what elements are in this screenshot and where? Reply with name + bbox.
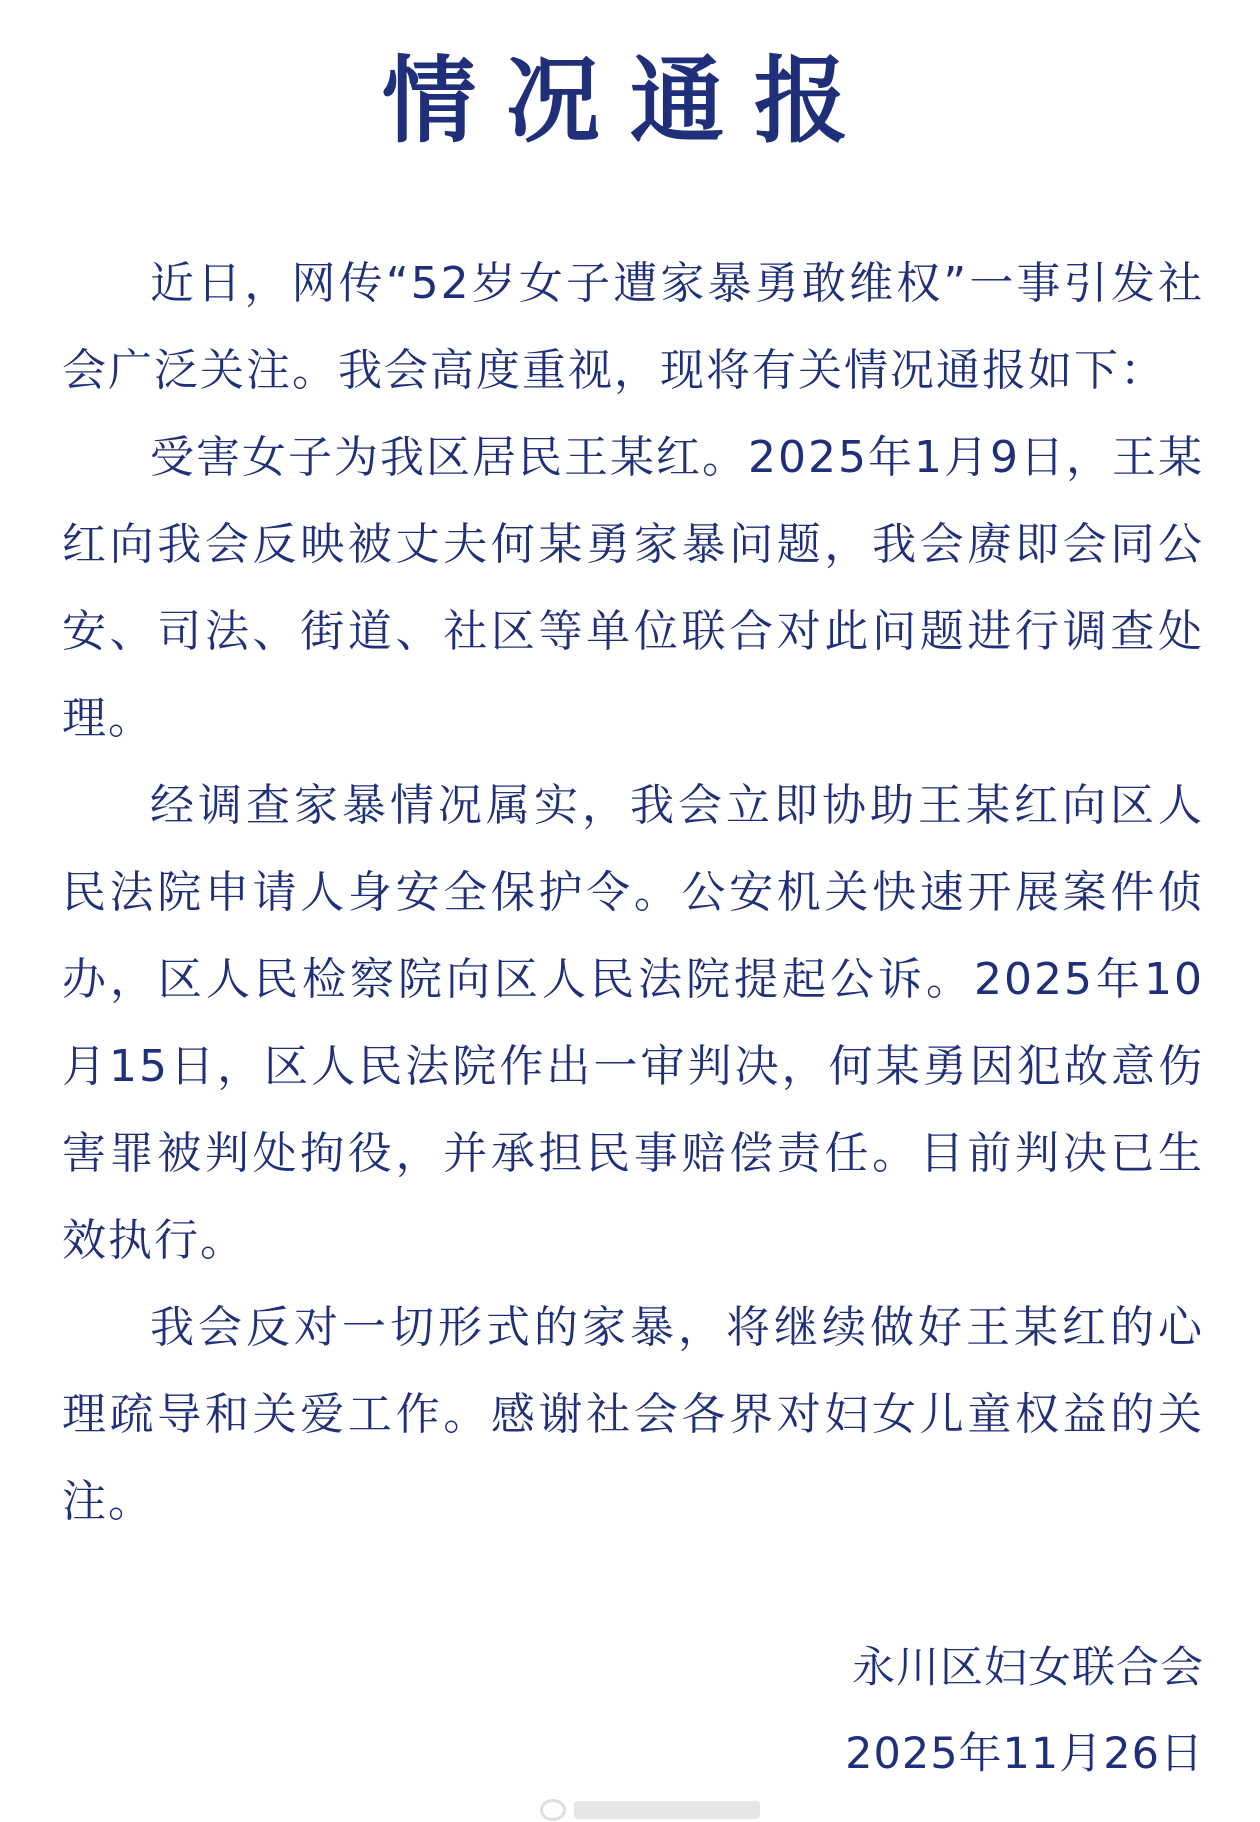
signature-date: 2025年11月26日 (845, 1729, 1204, 1779)
paragraph-4: 我会反对一切形式的家暴，将继续做好王某红的心理疏导和关爱工作。感谢社会各界对妇女儿童权益的关注。 (62, 1302, 1204, 1527)
watermark (540, 1795, 760, 1822)
paragraph-1: 近日，网传“52岁女子遭家暴勇敢维权”一事引发社会广泛关注。我会高度重视，现将有关情况通报如下： (62, 258, 1204, 396)
signature-block (845, 1625, 1204, 1797)
signature-organization: 永川区妇女联合会 (852, 1643, 1204, 1693)
notice-title: 情况通报 (381, 46, 878, 156)
watermark-text-blur (574, 1801, 760, 1819)
paragraph-2: 受害女子为我区居民王某红。2025年1月9日，王某红向我会反映被丈夫何某勇家暴问题，我会赓即会同公安、司法、街道、社区等单位联合对此问题进行调查处理。 (62, 432, 1204, 744)
paragraph-3: 经调查家暴情况属实，我会立即协助王某红向区人民法院申请人身安全保护令。公安机关快速开展案件侦办，区人民检察院向区人民法院提起公诉。2025年10月15日，区人民法院作出一审判决，何某勇因犯故意伤害罪被判处拘役，并承担民事赔偿责任。目前判决已生效执行。 (62, 780, 1204, 1266)
notice-body (62, 240, 1204, 1545)
weibo-logo-icon (540, 1799, 566, 1821)
